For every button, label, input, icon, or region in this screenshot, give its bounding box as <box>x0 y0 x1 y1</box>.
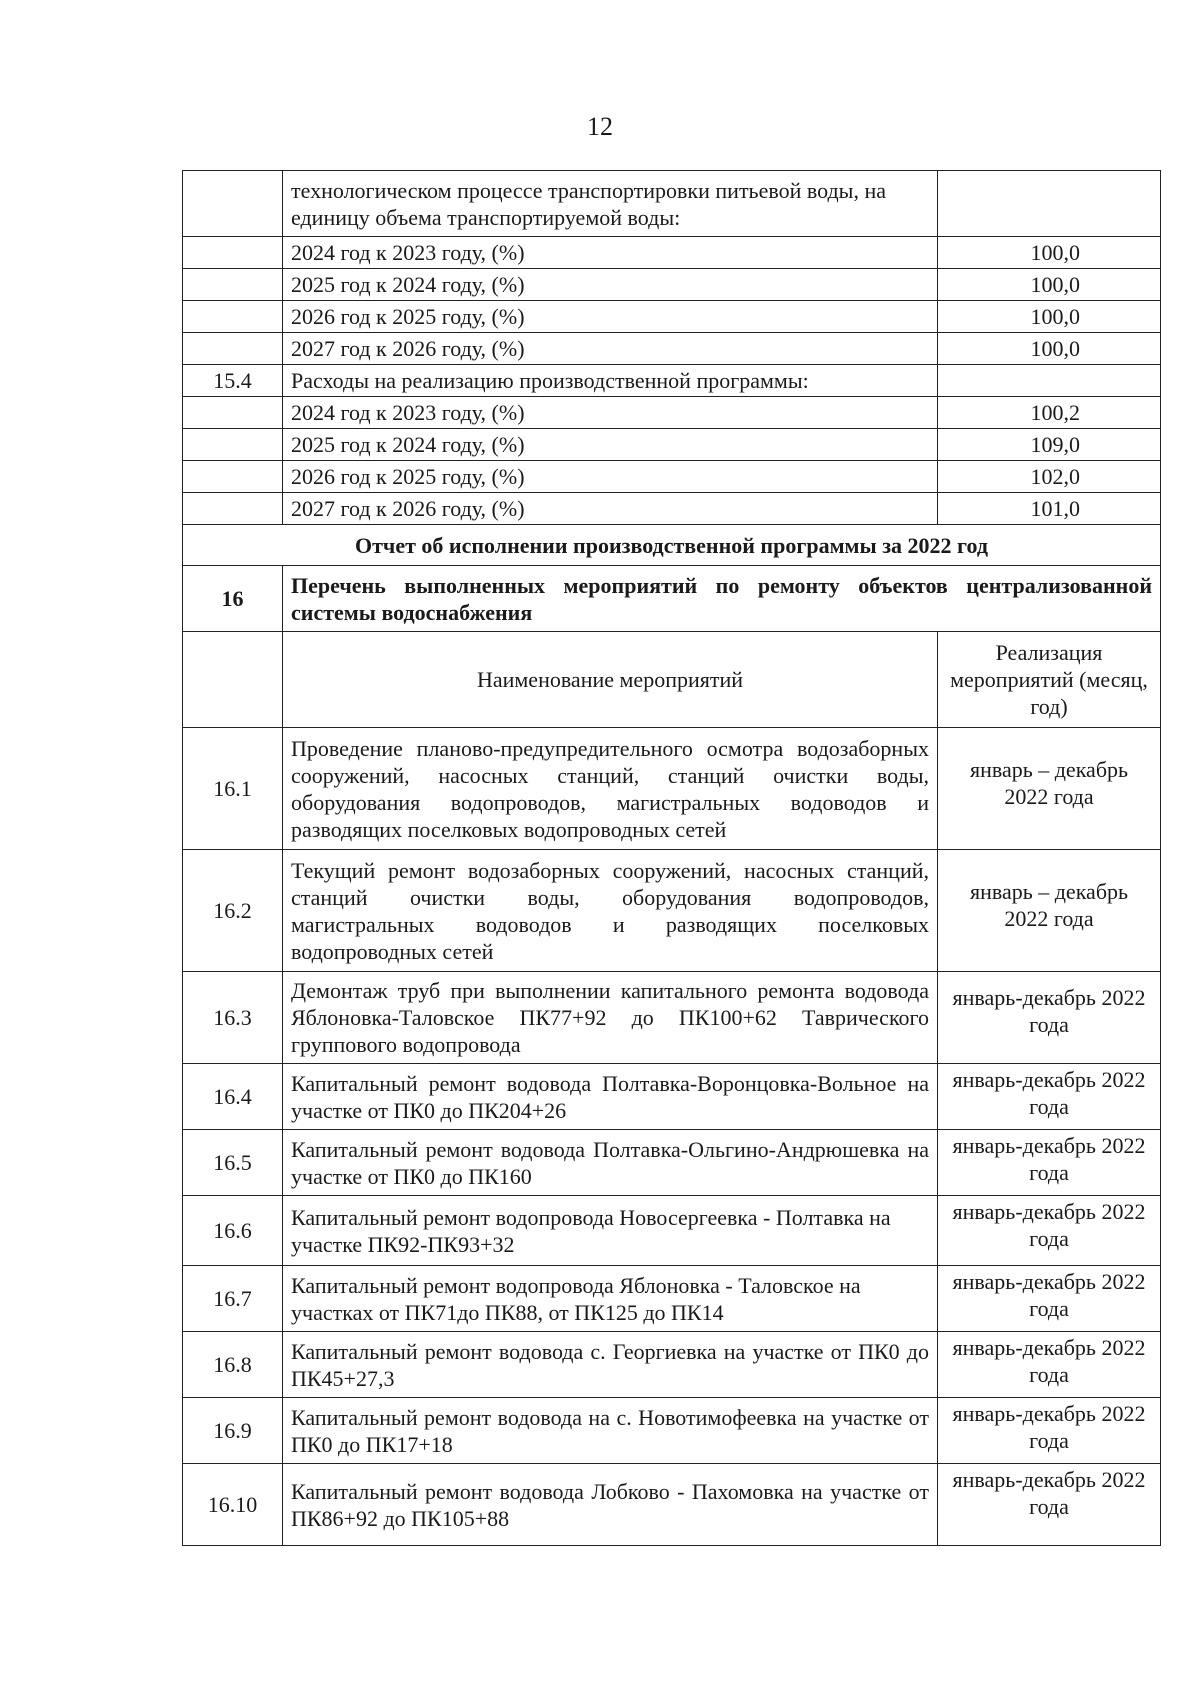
row-text-cell: Расходы на реализацию производственной программы: <box>283 365 938 397</box>
row-text-cell: 2025 год к 2024 году, (%) <box>283 429 938 461</box>
column-header-num <box>183 632 283 728</box>
row-number-cell <box>183 171 283 237</box>
row-number-cell <box>183 461 283 493</box>
table-row <box>183 1398 1161 1464</box>
item-text: Капитальный ремонт водовода Полтавка-Воронцовка-Вольное на участке от ПК0 до ПК204+26 <box>283 1064 938 1130</box>
column-header-row <box>183 632 1161 728</box>
item-date: январь-декабрь 2022 года <box>938 1266 1161 1332</box>
row-text-cell: 2024 год к 2023 году, (%) <box>283 397 938 429</box>
row-value-cell: 102,0 <box>938 461 1161 493</box>
report-title-row <box>183 525 1161 566</box>
table-row <box>183 461 1161 493</box>
item-text: Капитальный ремонт водопровода Яблоновка - Таловское на участках от ПК71до ПК88, от ПК125 до ПК14 <box>283 1266 938 1332</box>
item-number: 16.2 <box>183 850 283 972</box>
row-number-cell <box>183 397 283 429</box>
table-row <box>183 728 1161 850</box>
row-text-cell: 2025 год к 2024 году, (%) <box>283 269 938 301</box>
column-header-date: Реализация мероприятий (месяц, год) <box>938 632 1161 728</box>
row-text-cell: технологическом процессе транспортировки питьевой воды, на единицу объема транспортируемой воды: <box>283 171 938 237</box>
item-number: 16.4 <box>183 1064 283 1130</box>
row-value-cell: 100,2 <box>938 397 1161 429</box>
row-text-cell: 2026 год к 2025 году, (%) <box>283 461 938 493</box>
table-row <box>183 1196 1161 1266</box>
table-row <box>183 429 1161 461</box>
table-row <box>183 301 1161 333</box>
item-text: Капитальный ремонт водовода с. Георгиевка на участке от ПК0 до ПК45+27,3 <box>283 1332 938 1398</box>
table-row <box>183 1464 1161 1546</box>
row-value-cell: 100,0 <box>938 301 1161 333</box>
item-date: январь – декабрь 2022 года <box>938 850 1161 972</box>
row-value-cell: 101,0 <box>938 493 1161 525</box>
item-text: Капитальный ремонт водопровода Новосергеевка - Полтавка на участке ПК92-ПК93+32 <box>283 1196 938 1266</box>
row-value-cell: 100,0 <box>938 269 1161 301</box>
document-table <box>182 170 1161 1546</box>
table-row <box>183 237 1161 269</box>
item-number: 16.9 <box>183 1398 283 1464</box>
item-date: январь-декабрь 2022 года <box>938 1464 1161 1546</box>
row-text-cell: 2027 год к 2026 году, (%) <box>283 333 938 365</box>
table-row <box>183 493 1161 525</box>
table-row <box>183 269 1161 301</box>
table-row <box>183 397 1161 429</box>
table-row <box>183 1332 1161 1398</box>
item-number: 16.10 <box>183 1464 283 1546</box>
row-number-cell <box>183 301 283 333</box>
item-number: 16.7 <box>183 1266 283 1332</box>
item-text: Проведение планово-предупредительного осмотра водозаборных сооружений, насосных станций, станций очистки воды, оборудования водопроводов, магистральных водоводов и разводящих поселковых водопроводных сетей <box>283 728 938 850</box>
row-number-cell <box>183 493 283 525</box>
item-date: январь-декабрь 2022 года <box>938 1332 1161 1398</box>
table-row <box>183 171 1161 237</box>
item-date: январь – декабрь 2022 года <box>938 728 1161 850</box>
section-number: 16 <box>183 566 283 632</box>
item-date: январь-декабрь 2022 года <box>938 1064 1161 1130</box>
item-text: Капитальный ремонт водовода Полтавка-Ольгино-Андрюшевка на участке от ПК0 до ПК160 <box>283 1130 938 1196</box>
table-row <box>183 972 1161 1064</box>
table-row <box>183 365 1161 397</box>
item-number: 16.5 <box>183 1130 283 1196</box>
page-number: 12 <box>587 112 613 141</box>
table-row <box>183 850 1161 972</box>
item-date: январь-декабрь 2022 года <box>938 1196 1161 1266</box>
row-value-cell: 109,0 <box>938 429 1161 461</box>
item-date: январь-декабрь 2022 года <box>938 972 1161 1064</box>
report-title: Отчет об исполнении производственной программы за 2022 год <box>183 525 1161 566</box>
row-number-cell <box>183 429 283 461</box>
row-text-cell: 2026 год к 2025 году, (%) <box>283 301 938 333</box>
row-text-cell: 2024 год к 2023 году, (%) <box>283 237 938 269</box>
row-value-cell <box>938 171 1161 237</box>
row-value-cell: 100,0 <box>938 237 1161 269</box>
row-text-cell: 2027 год к 2026 году, (%) <box>283 493 938 525</box>
item-number: 16.1 <box>183 728 283 850</box>
item-number: 16.3 <box>183 972 283 1064</box>
column-header-name: Наименование мероприятий <box>283 632 938 728</box>
item-text: Текущий ремонт водозаборных сооружений, насосных станций, станций очистки воды, оборудования водопроводов, магистральных водоводов и разводящих поселковых водопроводных сетей <box>283 850 938 972</box>
row-value-cell: 100,0 <box>938 333 1161 365</box>
item-text: Капитальный ремонт водовода на с. Новотимофеевка на участке от ПК0 до ПК17+18 <box>283 1398 938 1464</box>
item-text: Капитальный ремонт водовода Лобково - Пахомовка на участке от ПК86+92 до ПК105+88 <box>283 1464 938 1546</box>
item-number: 16.6 <box>183 1196 283 1266</box>
table-row <box>183 1266 1161 1332</box>
row-number-cell <box>183 269 283 301</box>
row-number-cell <box>183 237 283 269</box>
row-number-cell: 15.4 <box>183 365 283 397</box>
row-number-cell <box>183 333 283 365</box>
item-text: Демонтаж труб при выполнении капитального ремонта водовода Яблоновка-Таловское ПК77+92 до ПК100+62 Таврического группового водопровода <box>283 972 938 1064</box>
item-number: 16.8 <box>183 1332 283 1398</box>
table-row <box>183 1064 1161 1130</box>
table-row <box>183 333 1161 365</box>
item-date: январь-декабрь 2022 года <box>938 1398 1161 1464</box>
section-16-header-row <box>183 566 1161 632</box>
row-value-cell <box>938 365 1161 397</box>
table-row <box>183 1130 1161 1196</box>
item-date: январь-декабрь 2022 года <box>938 1130 1161 1196</box>
section-title: Перечень выполненных мероприятий по ремонту объектов централизованной системы водоснабжения <box>283 566 1161 632</box>
